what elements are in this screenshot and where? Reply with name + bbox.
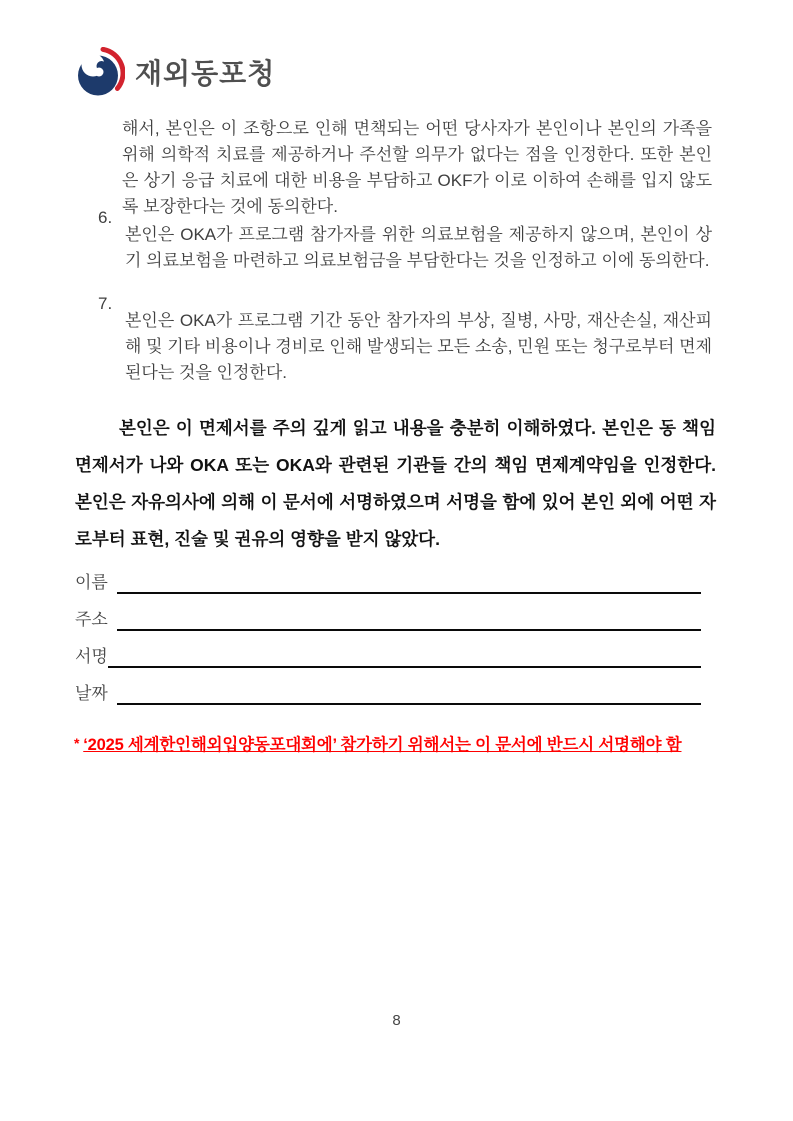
date-field-line <box>117 682 701 705</box>
name-field-label: 이름 <box>75 573 108 592</box>
signature-field-row <box>75 644 701 668</box>
address-field-line <box>117 608 701 631</box>
declaration-text: 본인은 이 면제서를 주의 깊게 읽고 내용을 충분히 이해하였다. 본인은 동 책임면제서가 나와 OKA 또는 OKA와 관련된 기관들 간의 책임 면제계약임을 인정한다. 본인은 자유의사에 의해 이 문서에 서명하였으며 서명을 함에 있어 본인 외에 어떤 자로부터 표현, 진술 및 권유의 영향을 받지 않았다. <box>75 417 716 549</box>
clause-6 <box>0 205 712 291</box>
clause-7 <box>0 291 712 403</box>
address-field-label: 주소 <box>75 610 108 629</box>
date-field-row <box>75 681 701 705</box>
asterisk-marker: * <box>74 735 80 751</box>
name-field-line <box>117 571 701 594</box>
mandatory-signature-note <box>74 731 681 755</box>
agency-name: 재외동포청 <box>135 58 276 89</box>
address-field-row <box>75 607 701 631</box>
name-field-row <box>75 570 701 594</box>
taegeuk-emblem-icon <box>75 47 125 97</box>
mandatory-signature-note-text: ‘2025 세계한인해외입양동포대회에’ 참가하기 위해서는 이 문서에 반드시 서명해야 함 <box>83 736 682 754</box>
page-number: 8 <box>392 1012 401 1029</box>
clause5-continuation-text: 해서, 본인은 이 조항으로 인해 면책되는 어떤 당사자가 본인이나 본인의 가족을 위해 의학적 치료를 제공하거나 주선할 의무가 없다는 점을 인정한다. 또한 본인은 상기 응급 치료에 대한 비용을 부담하고 OKF가 이로 이하여 손해를 입지 않도록 보장한다는 것에 동의한다. <box>122 119 712 216</box>
clause-6-number: 6. <box>98 208 113 227</box>
clause-7-text: 본인은 OKA가 프로그램 기간 동안 참가자의 부상, 질병, 사망, 재산손실, 재산피해 및 기타 비용이나 경비로 인해 발생되는 모든 소송, 민원 또는 청구로부터 면제된다는 것을 인정한다. <box>125 311 712 382</box>
date-field-label: 날짜 <box>75 684 108 703</box>
signature-field-line <box>108 645 701 668</box>
clause-6-text: 본인은 OKA가 프로그램 참가자를 위한 의료보험을 제공하지 않으며, 본인이 상기 의료보험을 마련하고 의료보험금을 부담한다는 것을 인정하고 이에 동의한다. <box>125 225 712 270</box>
agency-logo <box>75 47 275 97</box>
clause-7-number: 7. <box>98 294 113 313</box>
signature-field-label: 서명 <box>75 647 108 666</box>
